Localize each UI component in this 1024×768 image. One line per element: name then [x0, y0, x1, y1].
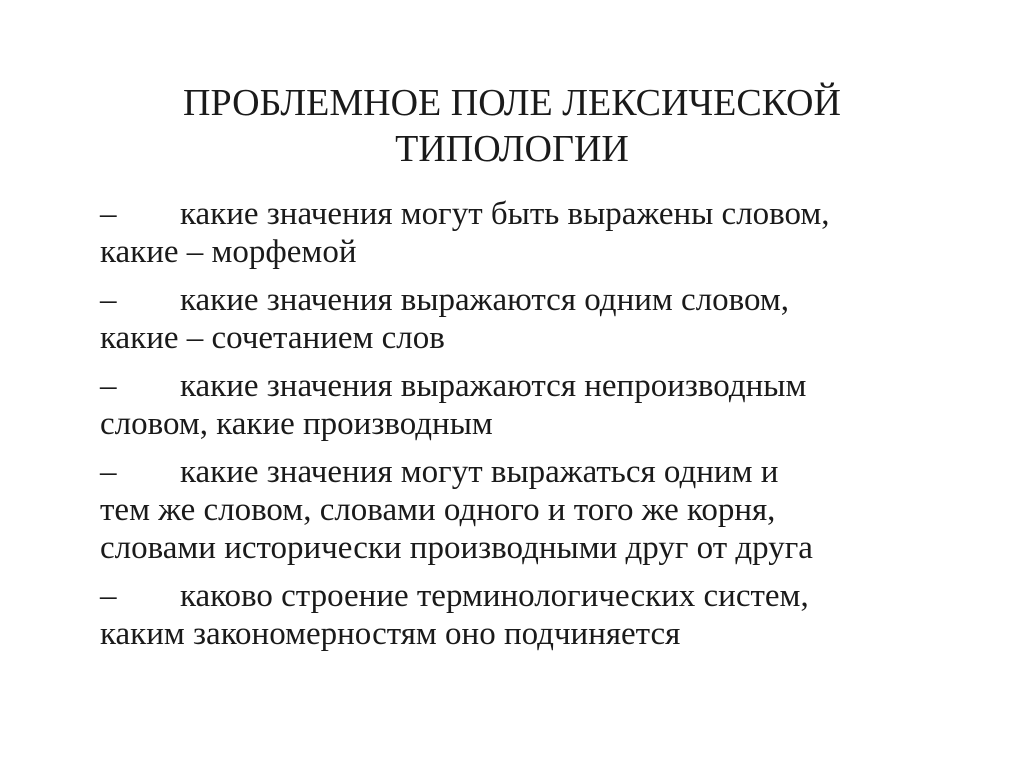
item-text-line: какие значения выражаются непроизводным: [180, 368, 807, 404]
item-text-line: каково строение терминологических систем,: [180, 578, 809, 614]
item-text-line: какие – морфемой: [100, 234, 357, 270]
list-item: [100, 453, 980, 567]
item-text-line: словами исторически производными друг от друга: [100, 530, 813, 566]
bullet-dash: –: [100, 578, 117, 614]
list-item: [100, 367, 980, 443]
list-item: [100, 281, 980, 357]
title-line: ТИПОЛОГИИ: [395, 128, 629, 170]
bullet-dash: –: [100, 282, 117, 318]
bullet-dash: –: [100, 368, 117, 404]
item-text-line: какие значения выражаются одним словом,: [180, 282, 790, 318]
bullet-list: [100, 195, 980, 663]
slide-title: [0, 80, 1024, 172]
title-line: ПРОБЛЕМНОЕ ПОЛЕ ЛЕКСИЧЕСКОЙ: [183, 82, 841, 124]
list-item: [100, 195, 980, 271]
list-item: [100, 577, 980, 653]
item-text-line: какие значения могут выражаться одним и: [180, 454, 779, 490]
item-text-line: каким закономерностям оно подчиняется: [100, 616, 681, 652]
item-text-line: тем же словом, словами одного и того же корня,: [100, 492, 776, 528]
item-text-line: какие – сочетанием слов: [100, 320, 445, 356]
bullet-dash: –: [100, 196, 117, 232]
bullet-dash: –: [100, 454, 117, 490]
item-text-line: словом, какие производным: [100, 406, 493, 442]
item-text-line: какие значения могут быть выражены словом,: [180, 196, 830, 232]
